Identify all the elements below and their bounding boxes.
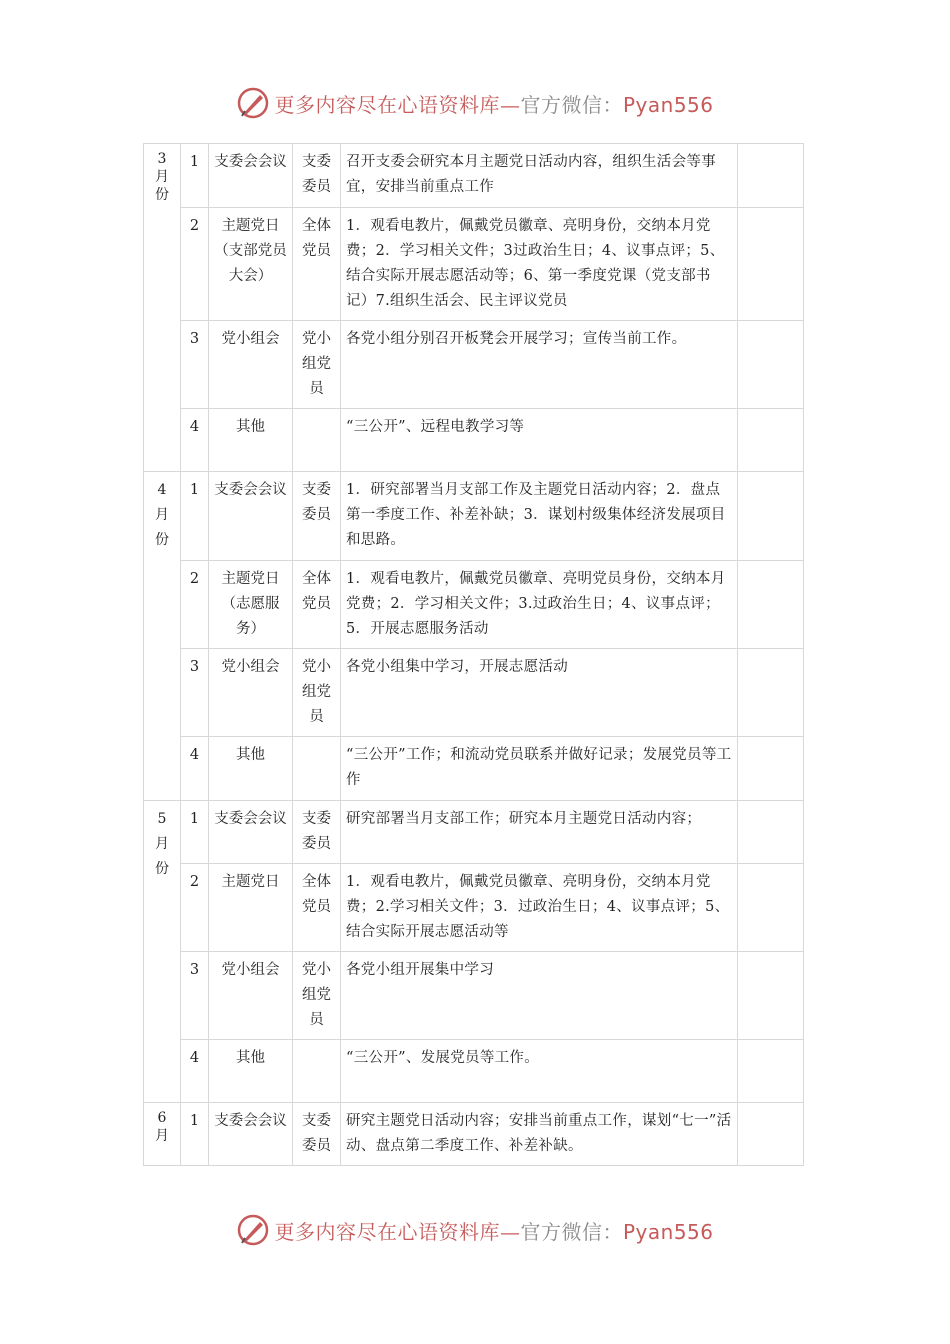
table-row — [144, 737, 804, 801]
item-cell: 主题党日 — [209, 864, 293, 952]
watermark-wechat-label: 官方微信： — [520, 1219, 623, 1244]
item-cell: 党小组会 — [209, 321, 293, 409]
table-row — [144, 1040, 804, 1103]
participants-cell: 全体党员 — [293, 561, 341, 649]
remarks-cell — [738, 144, 804, 208]
remarks-cell — [738, 952, 804, 1040]
row-number: 4 — [181, 409, 209, 472]
participants-cell — [293, 737, 341, 801]
item-cell: 党小组会 — [209, 952, 293, 1040]
table-row — [144, 472, 804, 561]
watermark-title: 更多内容尽在心语资料库 — [274, 1219, 500, 1244]
month-label: 3 月 份 — [144, 144, 181, 472]
watermark-title: 更多内容尽在心语资料库 — [274, 92, 500, 117]
participants-cell: 支委委员 — [293, 1103, 341, 1166]
watermark-wechat-id: Pyan556 — [622, 92, 714, 117]
item-cell: 主题党日（志愿服务） — [209, 561, 293, 649]
remarks-cell — [738, 1103, 804, 1166]
remarks-cell — [738, 864, 804, 952]
remarks-cell — [738, 208, 804, 321]
table-row — [144, 864, 804, 952]
remarks-cell — [738, 561, 804, 649]
month-label: 4 月 份 — [144, 472, 181, 801]
row-number: 2 — [181, 561, 209, 649]
participants-cell: 支委委员 — [293, 144, 341, 208]
table-row — [144, 561, 804, 649]
participants-cell — [293, 409, 341, 472]
item-cell: 党小组会 — [209, 649, 293, 737]
row-number: 4 — [181, 737, 209, 801]
participants-cell: 全体党员 — [293, 864, 341, 952]
item-cell: 其他 — [209, 1040, 293, 1103]
item-cell: 其他 — [209, 409, 293, 472]
participants-cell: 支委委员 — [293, 472, 341, 561]
table-row — [144, 801, 804, 864]
item-cell: 支委会会议 — [209, 144, 293, 208]
content-cell: 1．观看电教片，佩戴党员徽章、亮明党员身份，交纳本月党费；2．学习相关文件；3.过政治生日；4、议事点评；5．开展志愿服务活动 — [341, 561, 738, 649]
remarks-cell — [738, 801, 804, 864]
row-number: 1 — [181, 801, 209, 864]
content-cell: 1．观看电教片，佩戴党员徽章、亮明身份，交纳本月党费；2．学习相关文件；3过政治生日；4、议事点评；5、结合实际开展志愿活动等；6、第一季度党课（党支部书记）7.组织生活会、民主评议党员 — [341, 208, 738, 321]
quill-logo-icon — [236, 86, 270, 120]
content-cell: “三公开”工作；和流动党员联系并做好记录；发展党员等工作 — [341, 737, 738, 801]
remarks-cell — [738, 409, 804, 472]
month-label: 6 月 — [144, 1103, 181, 1166]
content-cell: 各党小组集中学习，开展志愿活动 — [341, 649, 738, 737]
content-cell: “三公开”、远程电教学习等 — [341, 409, 738, 472]
party-activity-plan-table — [143, 143, 804, 1166]
participants-cell: 党小组党员 — [293, 952, 341, 1040]
watermark-banner-top — [0, 83, 950, 123]
table-row — [144, 649, 804, 737]
row-number: 1 — [181, 1103, 209, 1166]
table-row — [144, 409, 804, 472]
content-cell: 1．观看电教片，佩戴党员徽章、亮明身份，交纳本月党费；2.学习相关文件；3．过政治生日；4、议事点评；5、结合实际开展志愿活动等 — [341, 864, 738, 952]
participants-cell: 全体党员 — [293, 208, 341, 321]
row-number: 4 — [181, 1040, 209, 1103]
watermark-separator: — — [499, 92, 521, 117]
participants-cell: 党小组党员 — [293, 321, 341, 409]
content-cell: “三公开”、发展党员等工作。 — [341, 1040, 738, 1103]
content-cell: 召开支委会研究本月主题党日活动内容，组织生活会等事宜，安排当前重点工作 — [341, 144, 738, 208]
content-cell: 研究主题党日活动内容；安排当前重点工作，谋划“七一”活动、盘点第二季度工作、补差补缺。 — [341, 1103, 738, 1166]
participants-cell: 支委委员 — [293, 801, 341, 864]
remarks-cell — [738, 737, 804, 801]
table-row — [144, 144, 804, 208]
table-row — [144, 952, 804, 1040]
item-cell: 主题党日（支部党员大会） — [209, 208, 293, 321]
item-cell: 支委会会议 — [209, 801, 293, 864]
content-cell: 研究部署当月支部工作；研究本月主题党日活动内容； — [341, 801, 738, 864]
month-label: 5 月 份 — [144, 801, 181, 1103]
content-cell: 1．研究部署当月支部工作及主题党日活动内容；2．盘点第一季度工作、补差补缺；3．谋划村级集体经济发展项目和思路。 — [341, 472, 738, 561]
row-number: 3 — [181, 649, 209, 737]
item-cell: 其他 — [209, 737, 293, 801]
row-number: 1 — [181, 472, 209, 561]
row-number: 3 — [181, 321, 209, 409]
watermark-banner-bottom — [0, 1210, 950, 1250]
content-cell: 各党小组分别召开板凳会开展学习；宣传当前工作。 — [341, 321, 738, 409]
participants-cell — [293, 1040, 341, 1103]
remarks-cell — [738, 1040, 804, 1103]
table-row — [144, 321, 804, 409]
table-row — [144, 208, 804, 321]
row-number: 3 — [181, 952, 209, 1040]
table-row — [144, 1103, 804, 1166]
row-number: 2 — [181, 208, 209, 321]
watermark-wechat-label: 官方微信： — [520, 92, 623, 117]
remarks-cell — [738, 321, 804, 409]
remarks-cell — [738, 472, 804, 561]
watermark-separator: — — [499, 1219, 521, 1244]
item-cell: 支委会会议 — [209, 472, 293, 561]
item-cell: 支委会会议 — [209, 1103, 293, 1166]
content-cell: 各党小组开展集中学习 — [341, 952, 738, 1040]
participants-cell: 党小组党员 — [293, 649, 341, 737]
row-number: 2 — [181, 864, 209, 952]
remarks-cell — [738, 649, 804, 737]
watermark-wechat-id: Pyan556 — [622, 1219, 714, 1244]
row-number: 1 — [181, 144, 209, 208]
quill-logo-icon — [236, 1213, 270, 1247]
